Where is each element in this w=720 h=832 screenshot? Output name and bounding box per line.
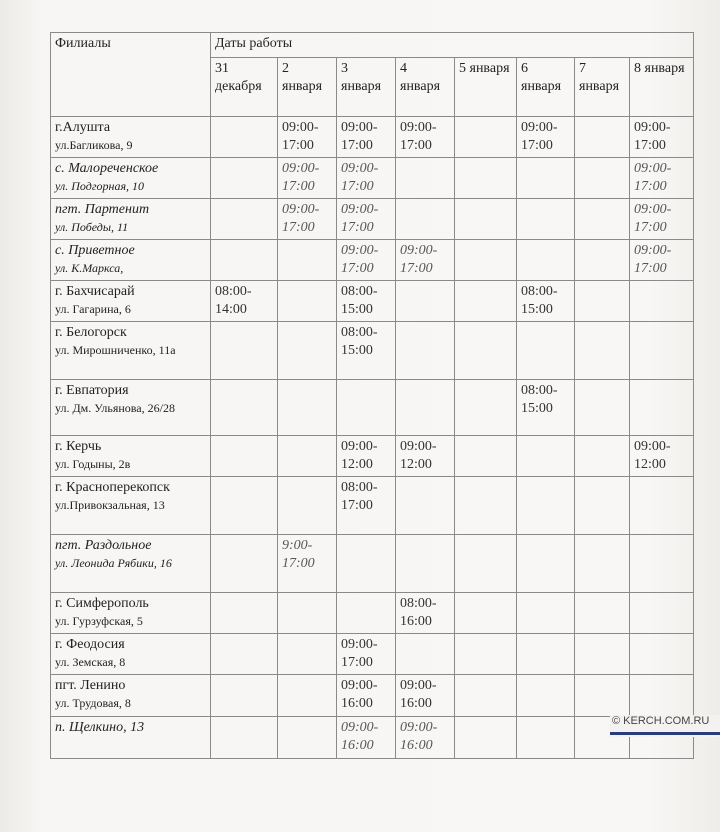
time-cell [455,199,517,240]
branch-city: г.Алушта [55,120,111,135]
branch-cell [51,380,211,436]
time-cell [455,593,517,634]
branch-row [51,477,694,535]
time-cell [455,675,517,717]
date-header-cell: 7 января [575,58,630,117]
time-cell: 08:00-15:00 [337,281,396,322]
time-cell [517,634,575,675]
date-header-cell: 4 января [396,58,455,117]
branch-row [51,281,694,322]
time-cell [278,675,337,717]
branch-cell [51,436,211,477]
branch-row [51,634,694,675]
time-cell: 09:00-17:00 [278,158,337,199]
time-cell [211,436,278,477]
time-cell: 09:00-17:00 [337,240,396,281]
branch-street: ул.Привокзальная, 13 [55,498,165,512]
time-cell [455,380,517,436]
branch-street: ул. Земская, 8 [55,655,126,669]
branch-city: пгт. Партенит [55,202,150,217]
time-cell [575,199,630,240]
branch-cell [51,535,211,593]
time-cell [211,199,278,240]
time-cell: 09:00-16:00 [337,717,396,759]
time-cell [211,717,278,759]
time-cell [630,380,694,436]
time-cell [575,158,630,199]
date-header-cell: 6 января [517,58,575,117]
time-cell [396,158,455,199]
time-cell [575,322,630,380]
branch-street: ул. Леонида Рябики, 16 [55,556,172,570]
branch-city: пгт. Ленино [55,678,126,693]
time-cell [630,634,694,675]
time-cell: 09:00-17:00 [396,240,455,281]
time-cell: 09:00-17:00 [278,117,337,158]
branch-cell [51,199,211,240]
branches-header: Филиалы [51,33,211,117]
branch-row [51,240,694,281]
time-cell: 09:00-17:00 [337,117,396,158]
time-cell [396,380,455,436]
branch-row [51,675,694,717]
time-cell [211,158,278,199]
time-cell: 09:00-16:00 [396,675,455,717]
branch-street: ул. Победы, 11 [55,220,129,234]
branch-city: г. Красноперекопск [55,480,170,495]
time-cell: 09:00-16:00 [337,675,396,717]
time-cell [455,535,517,593]
time-cell [211,240,278,281]
schedule-body [51,117,694,759]
branch-cell [51,634,211,675]
time-cell [575,380,630,436]
branch-city: п. Щелкино, 13 [55,720,145,735]
branch-cell [51,477,211,535]
branch-city: пгт. Раздольное [55,538,152,553]
time-cell [278,281,337,322]
time-cell [278,380,337,436]
time-cell [630,322,694,380]
time-cell: 09:00-17:00 [630,240,694,281]
time-cell [337,593,396,634]
time-cell: 08:00-14:00 [211,281,278,322]
branch-city: г. Евпатория [55,383,129,398]
time-cell [278,634,337,675]
time-cell [517,199,575,240]
time-cell: 09:00-17:00 [337,199,396,240]
branch-city: с. Приветное [55,243,135,258]
time-cell [517,322,575,380]
time-cell: 08:00-15:00 [517,281,575,322]
branch-row [51,436,694,477]
branch-street: ул. Мирошниченко, 11а [55,343,176,357]
branch-city: г. Феодосия [55,637,125,652]
time-cell [575,436,630,477]
branch-street: ул. Гагарина, 6 [55,302,131,316]
time-cell [211,634,278,675]
time-cell [575,675,630,717]
time-cell [517,717,575,759]
watermark-bar [610,732,720,735]
time-cell [211,675,278,717]
branch-cell [51,158,211,199]
branch-row [51,717,694,759]
date-header-cell: 3 января [337,58,396,117]
branch-street: ул. К.Маркса, [55,261,124,275]
time-cell: 09:00-17:00 [278,199,337,240]
time-cell [455,634,517,675]
time-cell: 09:00-17:00 [630,199,694,240]
date-header-cell: 8 января [630,58,694,117]
time-cell [575,240,630,281]
time-cell [455,240,517,281]
branch-row [51,535,694,593]
time-cell [517,675,575,717]
branch-cell [51,717,211,759]
branch-row [51,593,694,634]
time-cell [455,477,517,535]
time-cell [278,593,337,634]
time-cell [211,535,278,593]
time-cell: 9:00-17:00 [278,535,337,593]
branch-cell [51,240,211,281]
branch-row [51,158,694,199]
time-cell [455,322,517,380]
branch-cell [51,281,211,322]
time-cell: 09:00-16:00 [396,717,455,759]
time-cell [455,717,517,759]
time-cell [396,199,455,240]
time-cell [455,158,517,199]
schedule-table [50,32,694,759]
branch-city: г. Белогорск [55,325,127,340]
time-cell [575,117,630,158]
time-cell [211,117,278,158]
branch-city: г. Керчь [55,439,102,454]
time-cell [575,281,630,322]
time-cell [630,593,694,634]
site-watermark: © KERCH.COM.RU [610,715,720,737]
branch-cell [51,675,211,717]
time-cell [396,535,455,593]
time-cell [630,535,694,593]
time-cell: 09:00-17:00 [630,158,694,199]
branch-city: г. Симферополь [55,596,149,611]
time-cell: 09:00-17:00 [337,634,396,675]
time-cell [517,477,575,535]
dates-header: Даты работы [211,33,694,58]
branch-street: ул. Подгорная, 10 [55,179,145,193]
time-cell: 09:00-12:00 [337,436,396,477]
time-cell [396,281,455,322]
branch-row [51,380,694,436]
time-cell [455,281,517,322]
branch-city: с. Малореченское [55,161,159,176]
branch-cell [51,117,211,158]
time-cell [278,477,337,535]
time-cell: 09:00-17:00 [517,117,575,158]
time-cell [517,240,575,281]
time-cell [630,281,694,322]
time-cell [517,535,575,593]
time-cell [517,593,575,634]
time-cell [630,675,694,717]
time-cell: 09:00-17:00 [337,158,396,199]
date-header-cell: 2 января [278,58,337,117]
time-cell [630,477,694,535]
branch-street: ул. Дм. Ульянова, 26/28 [55,401,175,415]
time-cell [337,535,396,593]
branch-street: ул. Гурзуфская, 5 [55,614,143,628]
time-cell [517,158,575,199]
branch-row [51,199,694,240]
branch-street: ул.Багликова, 9 [55,138,133,152]
time-cell [575,593,630,634]
time-cell [211,477,278,535]
date-header-cell: 5 января [455,58,517,117]
time-cell [517,436,575,477]
time-cell [455,117,517,158]
branch-cell [51,322,211,380]
time-cell [278,322,337,380]
time-cell [575,535,630,593]
time-cell [337,380,396,436]
time-cell [278,717,337,759]
date-header-cell: 31 декабря [211,58,278,117]
branch-street: ул. Годыны, 2в [55,457,131,471]
branch-row [51,322,694,380]
time-cell [278,240,337,281]
branch-street: ул. Трудовая, 8 [55,696,131,710]
time-cell: 08:00-16:00 [396,593,455,634]
branch-row [51,117,694,158]
time-cell [575,634,630,675]
time-cell: 08:00-15:00 [337,322,396,380]
time-cell: 09:00-12:00 [630,436,694,477]
time-cell [396,634,455,675]
branch-cell [51,593,211,634]
time-cell [396,477,455,535]
time-cell: 09:00-17:00 [630,117,694,158]
time-cell: 08:00-17:00 [337,477,396,535]
time-cell: 08:00-15:00 [517,380,575,436]
time-cell: 09:00-12:00 [396,436,455,477]
time-cell [396,322,455,380]
time-cell [575,477,630,535]
header-row [51,33,694,58]
time-cell [211,593,278,634]
time-cell [211,380,278,436]
time-cell [455,436,517,477]
branch-city: г. Бахчисарай [55,284,135,299]
time-cell: 09:00-17:00 [396,117,455,158]
time-cell [278,436,337,477]
time-cell [211,322,278,380]
